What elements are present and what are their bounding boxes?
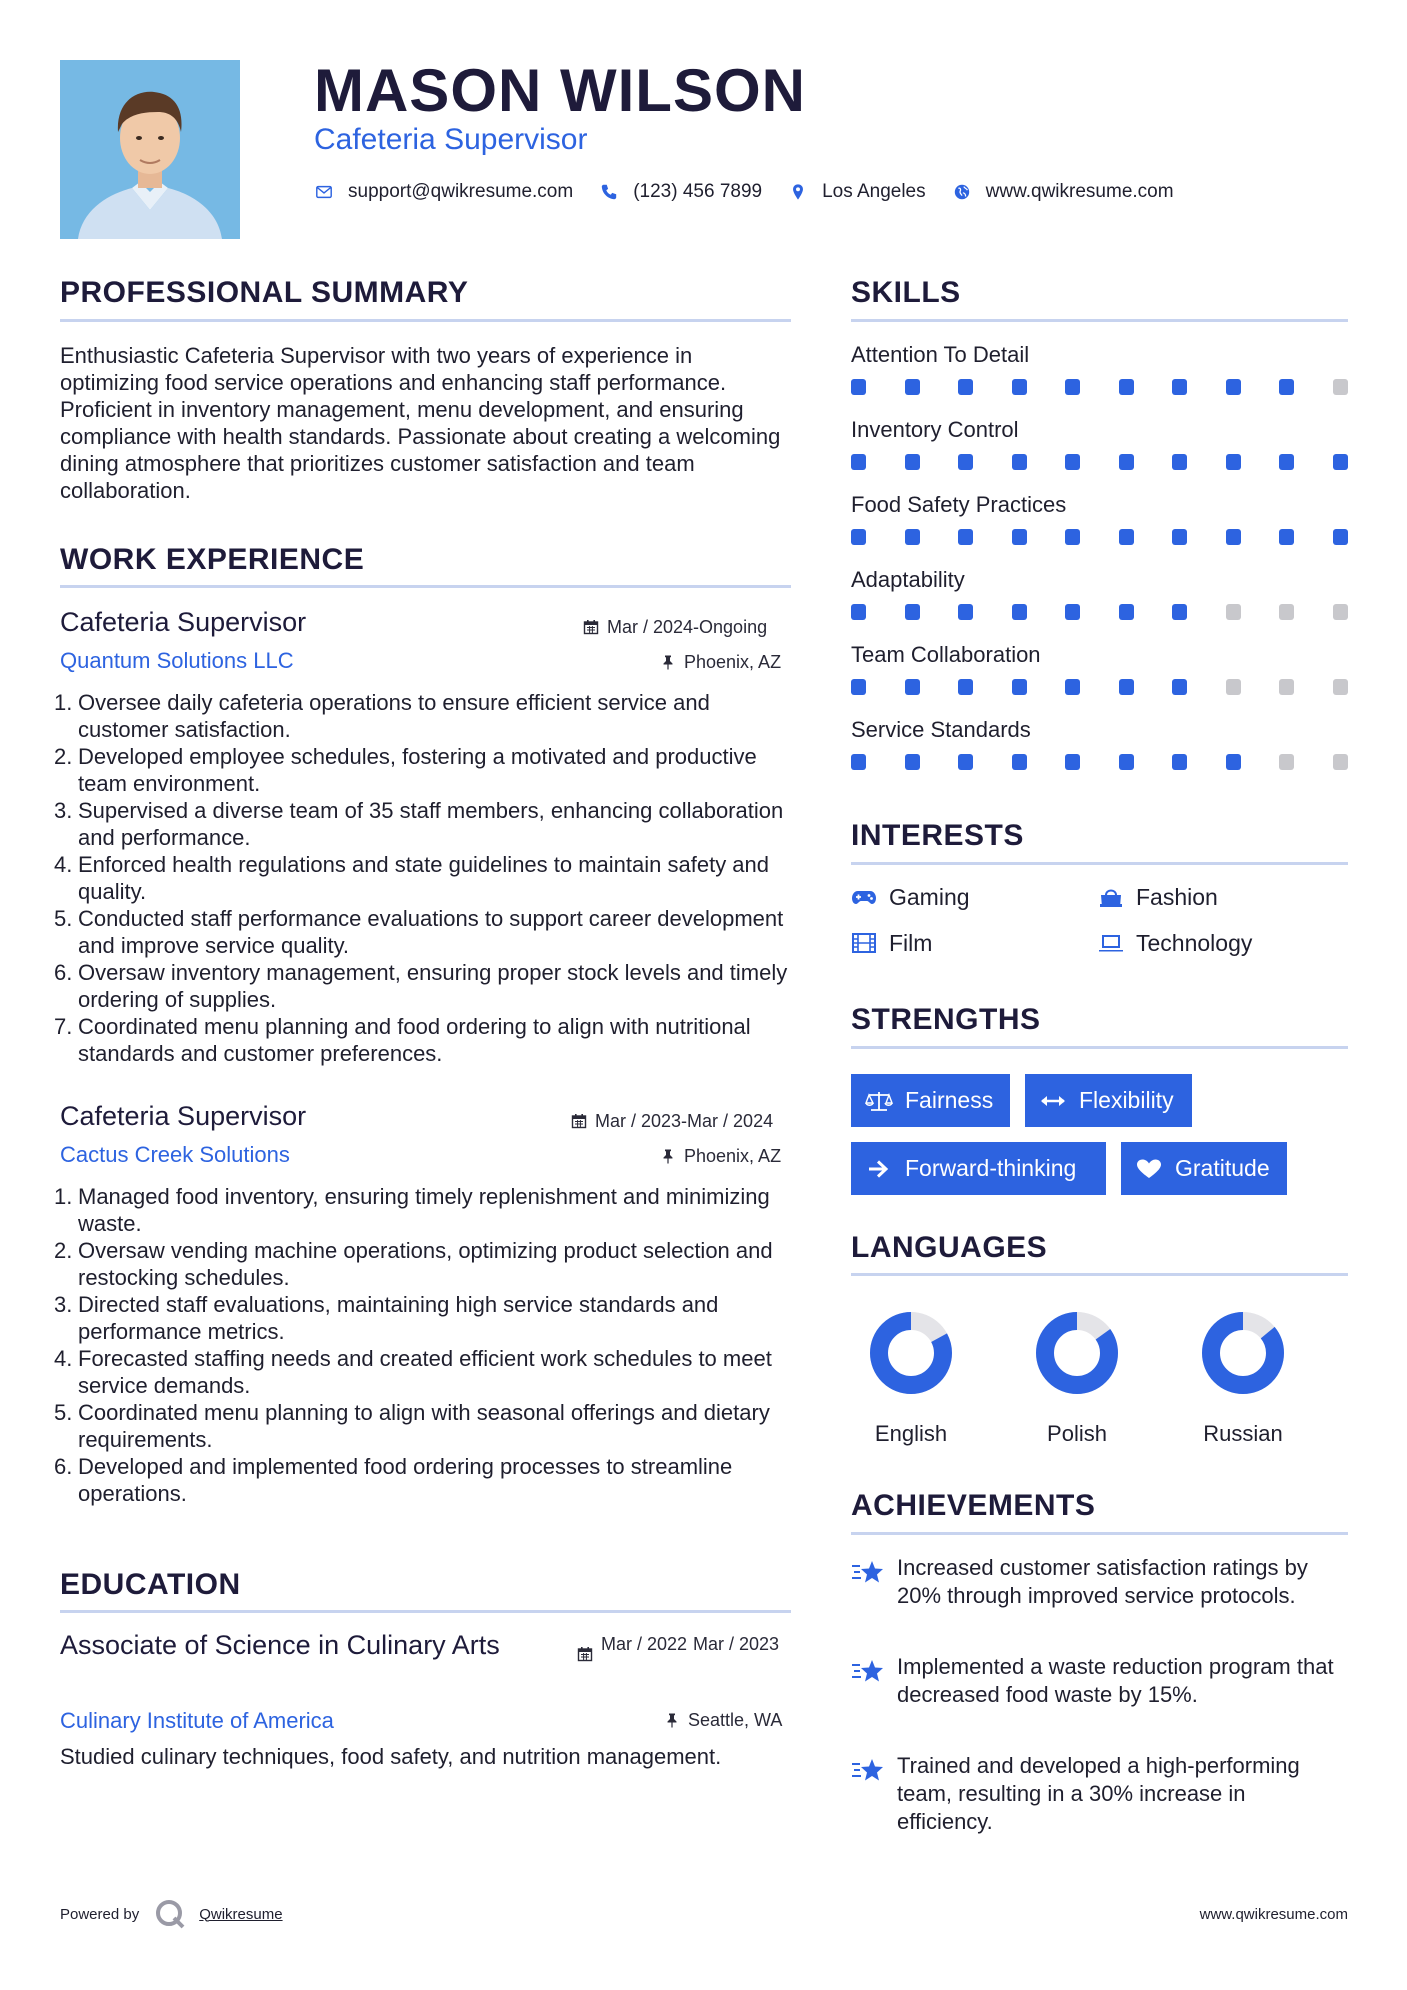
location-text: Los Angeles bbox=[822, 181, 926, 202]
job-1-dates-text: Mar / 2024-Ongoing bbox=[607, 617, 768, 637]
language-ring bbox=[1200, 1310, 1286, 1396]
rating-dot-filled bbox=[851, 529, 866, 545]
achievement-text: Trained and developed a high-performing team, resulting in a 30% increase in efficiency. bbox=[897, 1753, 1300, 1834]
job-2-dates-text: Mar / 2023-Mar / 2024 bbox=[595, 1111, 774, 1131]
skill-name: Attention To Detail bbox=[851, 342, 1030, 367]
profile-photo bbox=[60, 60, 240, 239]
powered-by-text: Powered by bbox=[60, 1905, 140, 1923]
skill-rating bbox=[0, 754, 497, 772]
strengths-divider bbox=[851, 1046, 1348, 1049]
contact-bar bbox=[314, 178, 1200, 206]
rating-dot-filled bbox=[851, 454, 866, 470]
interest-fashion bbox=[1098, 883, 1218, 911]
interests-divider bbox=[851, 862, 1348, 865]
rating-dot-filled bbox=[905, 604, 920, 620]
job-2-duties bbox=[54, 1183, 794, 1507]
rating-dot-filled bbox=[851, 754, 866, 770]
rating-dot-filled bbox=[1226, 754, 1241, 770]
rating-dot-empty bbox=[1279, 754, 1294, 770]
strength-flexibility bbox=[1025, 1074, 1192, 1127]
list-item: 2. Oversaw vending machine operations, optimizing product selection and restocking schedules. bbox=[54, 1238, 773, 1290]
achievements-divider bbox=[851, 1532, 1348, 1535]
laptop-icon bbox=[1098, 932, 1124, 954]
footer-website[interactable]: www.qwikresume.com bbox=[1199, 1906, 1348, 1923]
phone-text: (123) 456 7899 bbox=[633, 181, 763, 202]
strength-label: Forward-thinking bbox=[905, 1155, 1077, 1181]
skill-rating bbox=[0, 679, 497, 697]
rating-dot-filled bbox=[1279, 529, 1294, 545]
job-2-location-text: Phoenix, AZ bbox=[684, 1146, 782, 1166]
rating-dot-filled bbox=[958, 379, 973, 395]
candidate-role: Cafeteria Supervisor bbox=[314, 123, 588, 156]
rating-dot-filled bbox=[1012, 529, 1027, 545]
arrows-horizontal-icon bbox=[1039, 1090, 1067, 1112]
education-location bbox=[664, 1709, 782, 1731]
rating-dot-filled bbox=[1172, 529, 1187, 545]
interest-technology bbox=[1098, 929, 1252, 957]
pin-icon bbox=[660, 654, 676, 670]
language-ring bbox=[1034, 1310, 1120, 1396]
job-2-dates bbox=[571, 1110, 773, 1132]
calendar-icon bbox=[577, 1646, 593, 1662]
language-label: Russian bbox=[1203, 1421, 1283, 1446]
rating-dot-empty bbox=[1333, 379, 1348, 395]
strengths-heading: STRENGTHS bbox=[851, 1003, 1041, 1036]
achievement-item bbox=[851, 1554, 1348, 1610]
interests-heading: INTERESTS bbox=[851, 819, 1024, 852]
skill-rating bbox=[0, 529, 497, 547]
job-2-company: Cactus Creek Solutions bbox=[60, 1142, 290, 1167]
rating-dot-filled bbox=[1172, 454, 1187, 470]
rating-dot-filled bbox=[851, 679, 866, 695]
summary-text: Enthusiastic Cafeteria Supervisor with two years of experience in optimizing food service operations and enhancing staff performance. Proficient in inventory management, menu development, and ensuring compliance with health standards. Passionate about creating a welcoming dining atmosphere that prioritizes customer satisfaction and team collaboration. bbox=[60, 343, 781, 503]
rating-dot-filled bbox=[958, 679, 973, 695]
website-text: www.qwikresume.com bbox=[985, 181, 1174, 202]
language-label: Polish bbox=[1047, 1421, 1107, 1446]
job-1-location bbox=[660, 651, 781, 673]
list-item: 1. Oversee daily cafeteria operations to ensure efficient service and customer satisfaction. bbox=[54, 690, 710, 742]
experience-divider bbox=[60, 585, 791, 588]
rating-dot-filled bbox=[851, 379, 866, 395]
education-end: Mar / 2023 bbox=[693, 1634, 780, 1654]
list-item: 4. Forecasted staffing needs and created efficient work schedules to meet service demands. bbox=[54, 1346, 772, 1398]
footer-branding bbox=[60, 1897, 283, 1931]
rating-dot-filled bbox=[905, 454, 920, 470]
globe-icon bbox=[952, 182, 972, 202]
strength-gratitude bbox=[1121, 1142, 1287, 1195]
arrow-right-icon bbox=[865, 1158, 893, 1180]
star-icon bbox=[851, 1756, 885, 1784]
rating-dot-filled bbox=[1119, 454, 1134, 470]
map-marker-icon bbox=[788, 182, 808, 202]
education-description: Studied culinary techniques, food safety, and nutrition management. bbox=[60, 1744, 722, 1769]
contact-website[interactable] bbox=[952, 181, 1174, 203]
rating-dot-filled bbox=[958, 454, 973, 470]
rating-dot-empty bbox=[1279, 679, 1294, 695]
language-polish bbox=[1017, 1310, 1137, 1448]
interest-label: Gaming bbox=[889, 884, 970, 910]
balance-scale-icon bbox=[865, 1090, 893, 1112]
calendar-icon bbox=[571, 1113, 587, 1129]
shopping-bag-icon bbox=[1098, 886, 1124, 908]
rating-dot-filled bbox=[1065, 679, 1080, 695]
job-2-location bbox=[660, 1145, 781, 1167]
list-item: 5. Coordinated menu planning to align with seasonal offerings and dietary requirements. bbox=[54, 1400, 770, 1452]
interest-gaming bbox=[851, 883, 970, 911]
list-item: 1. Managed food inventory, ensuring timely replenishment and minimizing waste. bbox=[54, 1184, 770, 1236]
rating-dot-filled bbox=[1012, 604, 1027, 620]
achievement-text: Increased customer satisfaction ratings by 20% through improved service protocols. bbox=[897, 1555, 1308, 1608]
phone-icon bbox=[599, 182, 619, 202]
rating-dot-filled bbox=[1012, 379, 1027, 395]
rating-dot-filled bbox=[1012, 454, 1027, 470]
rating-dot-filled bbox=[1065, 379, 1080, 395]
list-item: 6. Developed and implemented food ordering processes to streamline operations. bbox=[54, 1454, 733, 1506]
job-1-company: Quantum Solutions LLC bbox=[60, 648, 294, 673]
education-start: Mar / 2022 bbox=[601, 1634, 688, 1654]
languages-heading: LANGUAGES bbox=[851, 1231, 1048, 1264]
languages-divider bbox=[851, 1273, 1348, 1276]
skill-name: Food Safety Practices bbox=[851, 492, 1067, 517]
list-item: 5. Conducted staff performance evaluations to support career development and improve service quality. bbox=[54, 906, 784, 958]
strength-label: Flexibility bbox=[1079, 1087, 1174, 1113]
rating-dot-empty bbox=[1226, 604, 1241, 620]
education-dates bbox=[577, 1634, 785, 1662]
rating-dot-filled bbox=[1172, 604, 1187, 620]
rating-dot-filled bbox=[958, 529, 973, 545]
job-1-location-text: Phoenix, AZ bbox=[684, 652, 782, 672]
strength-fairness bbox=[851, 1074, 1010, 1127]
job-1-dates bbox=[583, 616, 767, 638]
rating-dot-empty bbox=[1333, 679, 1348, 695]
rating-dot-filled bbox=[905, 679, 920, 695]
rating-dot-filled bbox=[1279, 454, 1294, 470]
language-english bbox=[851, 1310, 971, 1448]
heart-icon bbox=[1135, 1158, 1163, 1180]
achievements-heading: ACHIEVEMENTS bbox=[851, 1489, 1096, 1522]
rating-dot-filled bbox=[1226, 379, 1241, 395]
rating-dot-filled bbox=[1279, 379, 1294, 395]
rating-dot-filled bbox=[851, 604, 866, 620]
skill-rating bbox=[0, 454, 497, 472]
rating-dot-filled bbox=[1119, 379, 1134, 395]
skill-name: Service Standards bbox=[851, 717, 1031, 742]
rating-dot-filled bbox=[905, 529, 920, 545]
skills-divider bbox=[851, 319, 1348, 322]
education-degree: Associate of Science in Culinary Arts bbox=[60, 1630, 500, 1660]
film-icon bbox=[851, 932, 877, 954]
rating-dot-filled bbox=[1172, 379, 1187, 395]
list-item: 4. Enforced health regulations and state guidelines to maintain safety and quality. bbox=[54, 852, 770, 904]
rating-dot-empty bbox=[1279, 604, 1294, 620]
rating-dot-filled bbox=[1065, 604, 1080, 620]
rating-dot-filled bbox=[1065, 754, 1080, 770]
pin-icon bbox=[660, 1148, 676, 1164]
skill-name: Inventory Control bbox=[851, 417, 1019, 442]
summary-divider bbox=[60, 319, 791, 322]
list-item: 2. Developed employee schedules, fostering a motivated and productive team environment. bbox=[54, 744, 757, 796]
contact-phone[interactable] bbox=[599, 181, 762, 203]
rating-dot-filled bbox=[1065, 529, 1080, 545]
skill-name: Team Collaboration bbox=[851, 642, 1041, 667]
rating-dot-filled bbox=[958, 604, 973, 620]
rating-dot-filled bbox=[1333, 529, 1348, 545]
rating-dot-filled bbox=[958, 754, 973, 770]
job-1-duties bbox=[54, 689, 794, 1067]
portrait-illustration bbox=[60, 60, 240, 239]
rating-dot-filled bbox=[1012, 679, 1027, 695]
gamepad-icon bbox=[851, 886, 877, 908]
rating-dot-filled bbox=[1172, 679, 1187, 695]
skill-rating bbox=[0, 379, 497, 397]
achievement-text: Implemented a waste reduction program that decreased food waste by 15%. bbox=[897, 1654, 1334, 1707]
pin-icon bbox=[664, 1712, 680, 1728]
job-2-title: Cafeteria Supervisor bbox=[60, 1101, 307, 1131]
rating-dot-filled bbox=[1012, 754, 1027, 770]
rating-dot-filled bbox=[1119, 604, 1134, 620]
language-russian bbox=[1183, 1310, 1303, 1448]
interest-film bbox=[851, 929, 932, 957]
rating-dot-filled bbox=[905, 379, 920, 395]
qwikresume-logo-icon bbox=[153, 1897, 187, 1931]
interest-label: Technology bbox=[1136, 930, 1253, 956]
contact-location bbox=[788, 181, 926, 203]
language-ring bbox=[868, 1310, 954, 1396]
skills-heading: SKILLS bbox=[851, 276, 961, 309]
rating-dot-empty bbox=[1333, 754, 1348, 770]
strength-label: Fairness bbox=[905, 1087, 994, 1113]
education-divider bbox=[60, 1610, 791, 1613]
rating-dot-filled bbox=[1333, 454, 1348, 470]
rating-dot-empty bbox=[1333, 604, 1348, 620]
list-item: 6. Oversaw inventory management, ensuring proper stock levels and timely ordering of supplies. bbox=[54, 960, 788, 1012]
list-item: 7. Coordinated menu planning and food ordering to align with nutritional standards and customer preferences. bbox=[54, 1014, 751, 1066]
rating-dot-filled bbox=[1119, 754, 1134, 770]
rating-dot-filled bbox=[1119, 529, 1134, 545]
interest-label: Fashion bbox=[1136, 884, 1218, 910]
job-1-title: Cafeteria Supervisor bbox=[60, 607, 307, 637]
skill-name: Adaptability bbox=[851, 567, 965, 592]
rating-dot-filled bbox=[1226, 454, 1241, 470]
education-heading: EDUCATION bbox=[60, 1568, 241, 1601]
education-location-text: Seattle, WA bbox=[688, 1710, 783, 1730]
strength-forward-thinking bbox=[851, 1142, 1106, 1195]
rating-dot-filled bbox=[1172, 754, 1187, 770]
star-icon bbox=[851, 1657, 885, 1685]
summary-heading: PROFESSIONAL SUMMARY bbox=[60, 276, 469, 309]
rating-dot-filled bbox=[905, 754, 920, 770]
rating-dot-filled bbox=[1119, 679, 1134, 695]
achievement-item bbox=[851, 1653, 1348, 1709]
interest-label: Film bbox=[889, 930, 933, 956]
brand-link[interactable]: Qwikresume bbox=[199, 1905, 283, 1923]
list-item: 3. Supervised a diverse team of 35 staff members, enhancing collaboration and performance. bbox=[54, 798, 784, 850]
rating-dot-filled bbox=[1226, 529, 1241, 545]
skill-rating bbox=[0, 604, 497, 622]
education-school: Culinary Institute of America bbox=[60, 1708, 334, 1733]
contact-email[interactable] bbox=[314, 181, 573, 203]
strength-label: Gratitude bbox=[1175, 1155, 1270, 1181]
list-item: 3. Directed staff evaluations, maintaining high service standards and performance metrics. bbox=[54, 1292, 719, 1344]
rating-dot-empty bbox=[1226, 679, 1241, 695]
envelope-icon bbox=[314, 182, 334, 202]
email-text: support@qwikresume.com bbox=[348, 181, 574, 202]
star-icon bbox=[851, 1558, 885, 1586]
calendar-icon bbox=[583, 619, 599, 635]
experience-heading: WORK EXPERIENCE bbox=[60, 543, 365, 576]
language-label: English bbox=[874, 1421, 948, 1446]
rating-dot-filled bbox=[1065, 454, 1080, 470]
candidate-name: MASON WILSON bbox=[314, 57, 806, 124]
achievement-item bbox=[851, 1752, 1348, 1836]
